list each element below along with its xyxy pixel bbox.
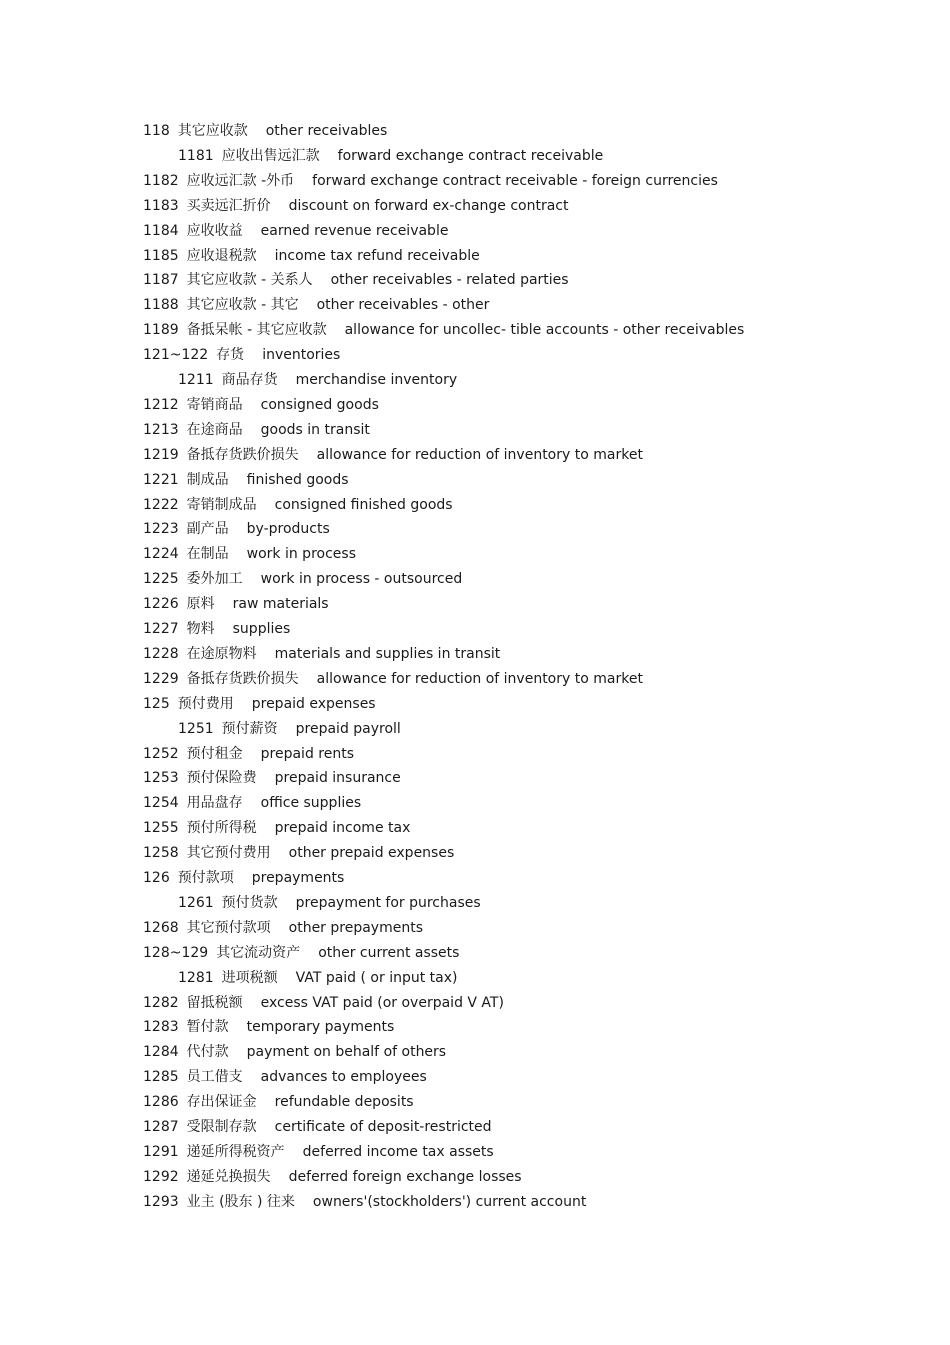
account-name-english: office supplies: [260, 795, 362, 812]
account-name-chinese: 其它应收款 - 关系人: [186, 272, 313, 289]
account-name-chinese: 预付保险费: [186, 770, 257, 787]
account-row: [143, 119, 387, 143]
account-row: [178, 144, 603, 168]
account-code: 1284: [143, 1044, 179, 1061]
account-name-chinese: 寄销商品: [186, 396, 243, 413]
account-code: 1255: [143, 820, 179, 837]
account-name-chinese: 在途商品: [186, 421, 243, 438]
account-code: 1187: [143, 272, 179, 289]
account-name-chinese: 其它应收款 - 其它: [186, 297, 299, 314]
account-row: [143, 841, 454, 865]
account-name-english: temporary payments: [246, 1019, 395, 1036]
account-name-english: owners'(stockholders') current account: [312, 1193, 587, 1210]
account-name-chinese: 应收收益: [186, 222, 243, 239]
account-row: [143, 916, 423, 940]
account-code: 1223: [143, 521, 179, 538]
account-name-english: earned revenue receivable: [260, 222, 449, 239]
account-row: [143, 293, 489, 317]
account-name-english: prepayments: [251, 870, 345, 886]
account-row: [143, 318, 744, 342]
account-name-english: prepayment for purchases: [295, 894, 481, 911]
account-row: [143, 493, 453, 517]
account-code: 1219: [143, 446, 179, 463]
account-name-chinese: 预付费用: [177, 695, 234, 712]
account-name-english: raw materials: [232, 596, 329, 613]
account-row: [178, 966, 457, 990]
account-code: 1258: [143, 845, 179, 862]
account-row: [143, 1115, 492, 1139]
account-name-english: discount on forward ex-change contract: [288, 197, 569, 214]
account-code: 1227: [143, 621, 179, 637]
account-code: 118: [143, 123, 170, 139]
account-name-english: consigned goods: [260, 396, 379, 413]
account-name-chinese: 备抵存货跌价损失: [186, 670, 299, 687]
account-code: 125: [143, 695, 170, 712]
account-code: 1213: [143, 421, 179, 438]
account-name-chinese: 预付货款: [221, 894, 278, 911]
account-row: [143, 268, 569, 292]
account-code: 1182: [143, 172, 179, 189]
account-code: 1211: [178, 372, 214, 388]
account-row: [143, 667, 643, 691]
account-row: [143, 766, 401, 790]
account-name-chinese: 预付租金: [186, 745, 243, 762]
account-name-chinese: 递延兑换损失: [186, 1168, 271, 1185]
account-row: [143, 542, 356, 566]
account-row: [143, 418, 370, 442]
account-code: 1212: [143, 396, 179, 413]
account-row: [143, 692, 376, 716]
account-code: 1228: [143, 645, 179, 662]
account-name-chinese: 在制品: [186, 546, 229, 563]
account-name-chinese: 商品存货: [221, 372, 278, 388]
account-code: 1224: [143, 546, 179, 563]
account-code: 1188: [143, 297, 179, 314]
account-name-english: prepaid payroll: [295, 720, 401, 737]
account-code: 1285: [143, 1069, 179, 1086]
account-name-english: other receivables - related parties: [330, 272, 569, 289]
account-row: [143, 866, 344, 890]
account-row: [143, 742, 354, 766]
account-row: [143, 941, 459, 965]
account-code: 1252: [143, 745, 179, 762]
account-code: 1268: [143, 919, 179, 936]
account-name-chinese: 其它预付费用: [186, 845, 271, 862]
account-name-chinese: 预付所得税: [186, 820, 257, 837]
account-row: [143, 244, 480, 268]
account-code: 1293: [143, 1193, 179, 1210]
account-code: 126: [143, 870, 170, 886]
account-code: 1283: [143, 1019, 179, 1036]
account-row: [143, 567, 462, 591]
account-name-english: allowance for reduction of inventory to market: [316, 446, 643, 463]
account-row: [143, 468, 349, 492]
account-row: [143, 1040, 446, 1064]
account-row: [143, 1140, 494, 1164]
account-name-english: certificate of deposit-restricted: [274, 1119, 492, 1135]
account-row: [143, 393, 379, 417]
account-row: [178, 891, 481, 915]
account-name-english: merchandise inventory: [295, 372, 458, 388]
account-code: 1189: [143, 322, 179, 339]
account-name-english: prepaid insurance: [274, 770, 401, 787]
account-name-english: payment on behalf of others: [246, 1044, 447, 1061]
account-row: [143, 1165, 522, 1189]
account-row: [143, 1065, 427, 1089]
account-code: 1185: [143, 247, 179, 264]
account-code: 1261: [178, 894, 214, 911]
account-name-chinese: 副产品: [186, 521, 229, 538]
account-name-english: prepaid rents: [260, 745, 354, 762]
account-row: [178, 368, 457, 392]
account-row: [143, 219, 448, 243]
account-name-chinese: 备抵呆帐 - 其它应收款: [186, 322, 327, 339]
account-name-chinese: 其它流动资产: [216, 944, 301, 961]
account-row: [143, 617, 290, 641]
account-name-chinese: 物料: [186, 621, 215, 637]
account-code: 121~122: [143, 347, 209, 364]
account-name-chinese: 应收出售远汇款: [221, 147, 320, 164]
account-name-chinese: 进项税额: [221, 969, 278, 986]
account-name-english: deferred foreign exchange losses: [288, 1168, 522, 1185]
account-row: [178, 717, 401, 741]
account-code: 1286: [143, 1094, 179, 1111]
account-row: [143, 642, 500, 666]
account-name-chinese: 存货: [216, 347, 245, 364]
account-name-english: materials and supplies in transit: [274, 645, 501, 662]
account-code: 1229: [143, 670, 179, 687]
account-name-chinese: 在途原物料: [186, 645, 257, 662]
account-name-english: other receivables - other: [316, 297, 490, 314]
account-name-chinese: 寄销制成品: [186, 496, 257, 513]
account-name-chinese: 其它预付款项: [186, 919, 271, 936]
account-row: [143, 194, 569, 218]
account-name-chinese: 受限制存款: [186, 1119, 257, 1135]
account-name-english: work in process - outsourced: [260, 571, 463, 588]
account-code: 1291: [143, 1143, 179, 1160]
account-name-chinese: 用品盘存: [186, 795, 243, 812]
account-name-english: prepaid expenses: [251, 695, 376, 712]
account-name-english: work in process: [246, 546, 356, 563]
account-name-english: other current assets: [318, 944, 460, 961]
account-code: 1282: [143, 994, 179, 1011]
account-row: [143, 169, 718, 193]
account-row: [143, 991, 504, 1015]
account-name-chinese: 业主 (股东 ) 往来: [186, 1193, 295, 1210]
account-name-english: other receivables: [265, 123, 388, 139]
account-row: [143, 1015, 394, 1039]
account-row: [143, 443, 643, 467]
account-code: 1254: [143, 795, 179, 812]
account-name-english: supplies: [232, 621, 291, 637]
account-code: 1251: [178, 720, 214, 737]
account-name-chinese: 其它应收款: [177, 123, 248, 139]
account-name-chinese: 预付薪资: [221, 720, 278, 737]
account-row: [143, 791, 361, 815]
account-name-english: prepaid income tax: [274, 820, 411, 837]
account-name-chinese: 暂付款: [186, 1019, 229, 1036]
account-name-english: other prepayments: [288, 919, 423, 936]
account-name-english: finished goods: [246, 471, 349, 488]
account-row: [143, 343, 340, 367]
account-name-chinese: 留抵税额: [186, 994, 243, 1011]
account-name-chinese: 制成品: [186, 471, 229, 488]
account-row: [143, 816, 410, 840]
account-name-english: forward exchange contract receivable - foreign currencies: [312, 172, 718, 189]
account-name-english: income tax refund receivable: [274, 247, 480, 264]
account-name-chinese: 应收远汇款 -外币: [186, 172, 295, 189]
account-name-chinese: 代付款: [186, 1044, 229, 1061]
account-name-english: allowance for reduction of inventory to market: [316, 670, 643, 687]
account-name-english: advances to employees: [260, 1069, 427, 1086]
account-code: 1281: [178, 969, 214, 986]
account-name-english: other prepaid expenses: [288, 845, 455, 862]
account-name-english: deferred income tax assets: [302, 1143, 494, 1160]
account-name-chinese: 存出保证金: [186, 1094, 257, 1111]
account-code: 1222: [143, 496, 179, 513]
account-name-english: by-products: [246, 521, 330, 538]
account-code: 1184: [143, 222, 179, 239]
account-name-english: VAT paid ( or input tax): [295, 969, 458, 986]
account-name-english: forward exchange contract receivable: [337, 147, 604, 164]
account-name-english: allowance for uncollec- tible accounts - other receivables: [344, 322, 745, 339]
account-name-chinese: 委外加工: [186, 571, 243, 588]
account-name-chinese: 预付款项: [177, 870, 234, 886]
account-name-chinese: 递延所得税资产: [186, 1143, 285, 1160]
account-code: 1292: [143, 1168, 179, 1185]
account-code: 1225: [143, 571, 179, 588]
account-name-english: inventories: [262, 347, 341, 364]
account-code: 1226: [143, 596, 179, 613]
account-name-chinese: 应收退税款: [186, 247, 257, 264]
account-name-english: refundable deposits: [274, 1094, 414, 1111]
account-code: 1221: [143, 471, 179, 488]
account-name-english: goods in transit: [260, 421, 370, 438]
account-name-english: consigned finished goods: [274, 496, 453, 513]
account-code: 1287: [143, 1119, 179, 1135]
account-name-chinese: 员工借支: [186, 1069, 243, 1086]
account-row: [143, 517, 330, 541]
account-name-chinese: 买卖远汇折价: [186, 197, 271, 214]
account-code: 1253: [143, 770, 179, 787]
account-name-chinese: 原料: [186, 596, 215, 613]
account-code: 128~129: [143, 944, 209, 961]
account-name-english: excess VAT paid (or overpaid V AT): [260, 994, 504, 1011]
account-code: 1183: [143, 197, 179, 214]
account-code: 1181: [178, 147, 214, 164]
account-row: [143, 1190, 586, 1214]
account-row: [143, 592, 329, 616]
account-name-chinese: 备抵存货跌价损失: [186, 446, 299, 463]
account-row: [143, 1090, 414, 1114]
